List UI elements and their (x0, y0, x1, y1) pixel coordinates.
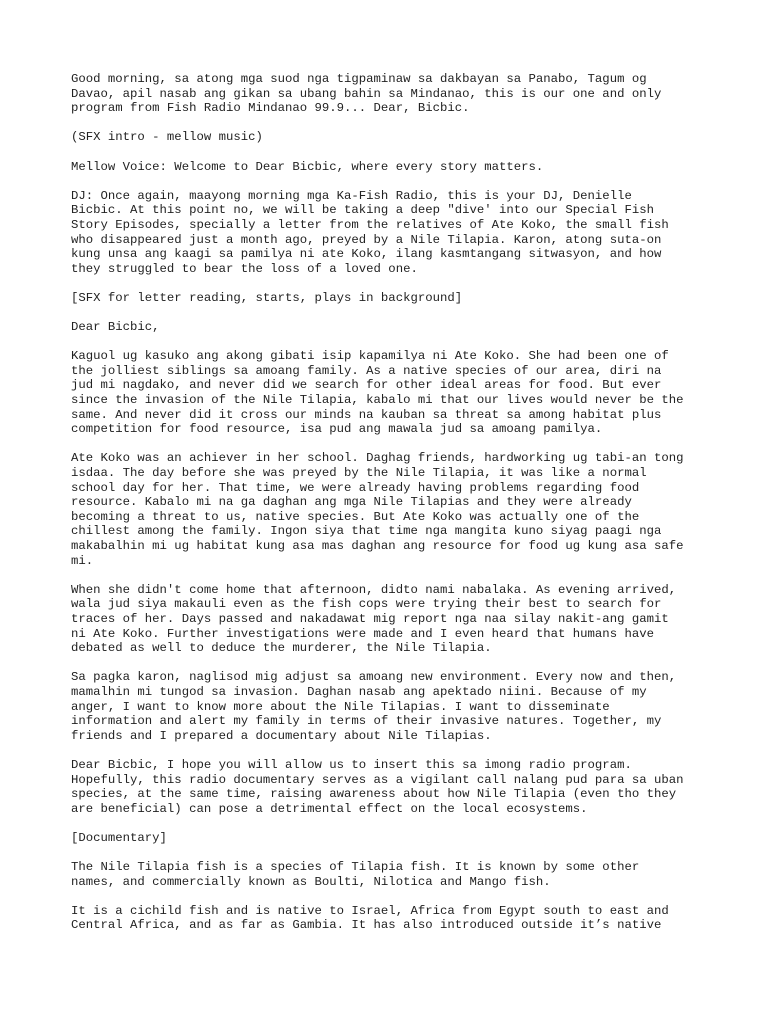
paragraph-sfx-intro: (SFX intro - mellow music) (71, 130, 263, 145)
paragraph-salutation: Dear Bicbic, (71, 320, 160, 335)
paragraph-letter-4: Sa pagka karon, naglisod mig adjust sa amoang new environment. Every now and then, mamalhin mi tungod sa invasion. Daghan nasab ang apektado niini. Because of my anger, I want to know more about the Nile Tilapias. I want to disseminate information and alert my family in terms of their invasive natures. Together, my friends and I prepared a documentary about Nile Tilapias. (71, 670, 677, 743)
paragraph-letter-3: When she didn't come home that afternoon, didto nami nabalaka. As evening arrived, wala jud siya makauli even as the fish cops were trying their best to search for traces of her. Days passed and nakadawat mig report nga naa silay nakit-ang gamit ni Ate Koko. Further investigations were made and I even heard that humans have debated as well to deduce the murderer, the Nile Tilapia. (71, 582, 677, 656)
paragraph-letter-5: Dear Bicbic, I hope you will allow us to insert this sa imong radio program. Hopefully, this radio documentary serves as a vigilant call nalang pud para sa uban species, at the same time, raising awareness about how Nile Tilapia (even tho they are beneficial) can pose a detrimental effect on the local ecosystems. (71, 757, 684, 816)
paragraph-documentary-tag: [Documentary] (71, 830, 167, 845)
paragraph-documentary-1: The Nile Tilapia fish is a species of Tilapia fish. It is known by some other names, and commercially known as Boulti, Nilotica and Mango fish. (71, 860, 640, 889)
paragraph-greeting: Good morning, sa atong mga suod nga tigpaminaw sa dakbayan sa Panabo, Tagum og Davao, apil nasab ang gikan sa ubang bahin sa Mindanao, this is our one and only program from Fish Radio Mindanao 99.9... Dear, Bicbic. (71, 72, 662, 116)
paragraph-letter-1: Kaguol ug kasuko ang akong gibati isip kapamilya ni Ate Koko. She had been one of the jolliest siblings sa amoang family. As a native species of our area, diri na jud mi nagdako, and never did we search for other ideal areas for food. But ever since the invasion of the Nile Tilapia, kabalo mi that our lives would never be the same. And never did it cross our minds na kauban sa threat sa among habitat plus competition for food resource, isa pud ang mawala jud sa amoang pamilya. (71, 349, 684, 437)
paragraph-mellow-voice: Mellow Voice: Welcome to Dear Bicbic, where every story matters. (71, 159, 544, 174)
paragraph-letter-2: Ate Koko was an achiever in her school. Daghag friends, hardworking ug tabi-an tong isdaa. The day before she was preyed by the Nile Tilapia, it was like a normal school day for her. That time, we were already having problems regarding food resource. Kabalo mi na ga daghan ang mga Nile Tilapias and they were already becoming a threat to us, native species. But Ate Koko was actually one of the chillest among the family. Ingon siya that time nga mangita kuno siyag paagi nga makabalhin mi ug habitat kung asa mas daghan ang resource for food ug kung asa safe mi. (71, 451, 684, 568)
paragraph-dj-intro: DJ: Once again, maayong morning mga Ka-Fish Radio, this is your DJ, Denielle Bicbic. At this point no, we will be taking a deep "dive' into our Special Fish Story Episodes, specially a letter from the relatives of Ate Koko, the small fish who disappeared just a month ago, preyed by a Nile Tilapia. Karon, atong suta-on kung unsa ang kaagi sa pamilya ni ate Koko, ilang kasmtangang sitwasyon, and how they struggled to bear the loss of a loved one. (71, 188, 669, 276)
paragraph-documentary-2: It is a cichild fish and is native to Israel, Africa from Egypt south to east and Central Africa, and as far as Gambia. It has also introduced outside it’s native (71, 903, 669, 933)
document-page (71, 72, 711, 948)
paragraph-sfx-letter: [SFX for letter reading, starts, plays in background] (71, 290, 463, 305)
